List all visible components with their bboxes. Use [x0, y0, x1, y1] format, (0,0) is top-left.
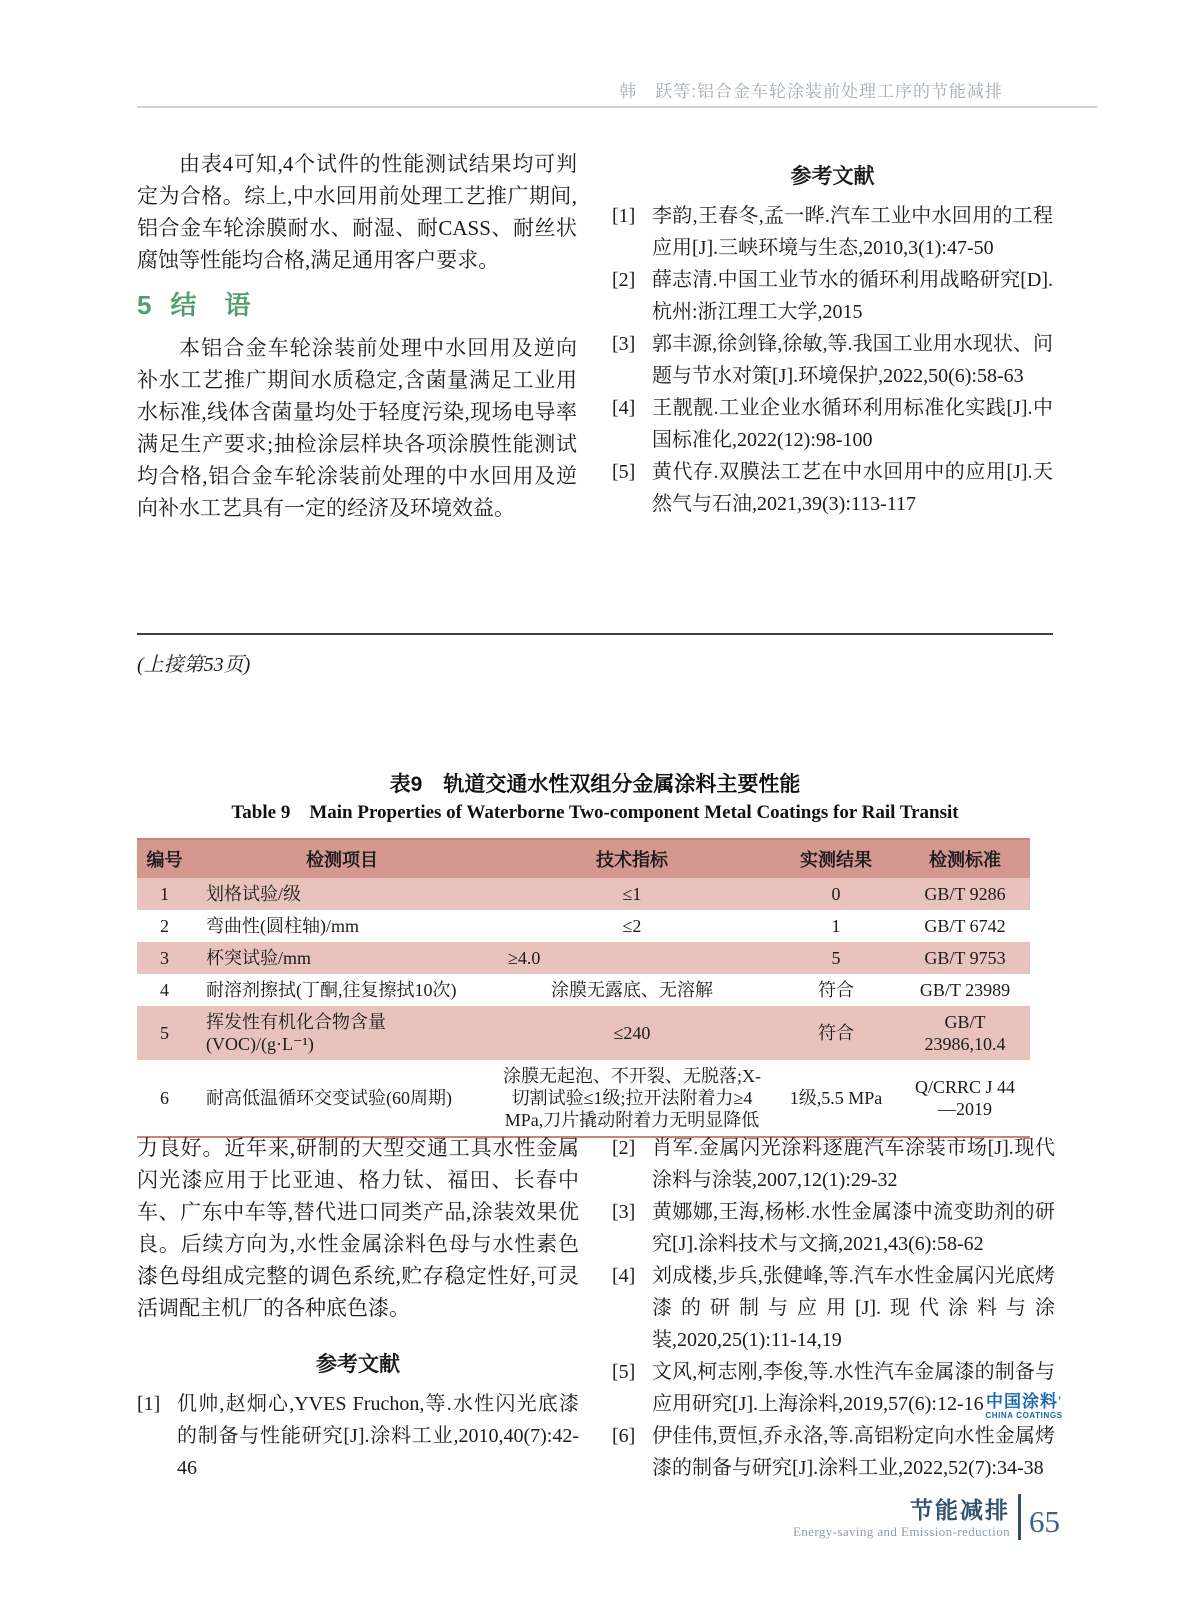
logo-zh-text: 中国涂料 ’: [982, 1392, 1066, 1411]
reference-item: [612, 392, 1053, 456]
section-heading: [137, 290, 577, 320]
reference-item: [612, 264, 1053, 328]
reference-number: [4]: [612, 397, 636, 419]
section-divider: [137, 633, 1053, 635]
table-header-cell: 技术指标: [492, 839, 772, 878]
reference-item: [612, 1260, 1055, 1356]
reference-text: 仉帅,赵炯心,YVES Fruchon,等.水性闪光底漆的制备与性能研究[J].涂料工业,2010,40(7):42-46: [177, 1393, 579, 1479]
cell-standard: GB/T 9753: [924, 948, 1006, 968]
cell-test-item: 杯突试验/mm: [206, 948, 312, 968]
references-heading: 参考文献: [790, 165, 875, 188]
table-title-zh: 表9 轨道交通水性双组分金属涂料主要性能: [389, 773, 801, 796]
page-number: 65: [1029, 1504, 1060, 1539]
properties-table: [137, 838, 1030, 1138]
cell-test-item: 弯曲性(圆柱轴)/mm: [206, 916, 359, 936]
paragraph: 由表4可知,4个试件的性能测试结果均可判定为合格。综上,中水回用前处理工艺推广期间,铝合金车轮涂膜耐水、耐湿、耐CASS、耐丝状腐蚀等性能均合格,满足通用客户要求。: [137, 152, 577, 272]
cell-spec: ≤2: [622, 916, 642, 936]
table-header-row: [137, 839, 1030, 878]
continuation-note: (上接第53页): [137, 654, 251, 676]
section-number: 5: [137, 290, 153, 320]
reference-number: [5]: [612, 461, 636, 483]
header-rule: [137, 106, 1097, 108]
footer-column-en: Energy-saving and Emission-reduction: [792, 1524, 1010, 1539]
cell-number: 2: [160, 916, 169, 936]
cell-standard: GB/T 23986,10.4: [924, 1012, 1006, 1054]
cell-result: 符合: [818, 980, 854, 1000]
table-row: [137, 910, 1030, 942]
cell-spec: 涂膜无起泡、不开裂、无脱落;X-切割试验≤1级;拉开法附着力≥4 MPa,刀片撬动附着力无明显降低: [492, 1060, 772, 1137]
reference-item: [612, 328, 1053, 392]
reference-number: [3]: [612, 1201, 636, 1223]
running-title: 韩 跃等:铝合金车轮涂装前处理工序的节能减排: [619, 82, 1003, 101]
table-header-cell: 实测结果: [772, 839, 900, 878]
references-list: [612, 200, 1053, 520]
table-row: [137, 1060, 1030, 1137]
cell-test-item: 划格试验/级: [206, 884, 302, 904]
reference-text: 薛志清.中国工业节水的循环利用战略研究[D].杭州:浙江理工大学,2015: [652, 269, 1053, 323]
reference-text: 郭丰源,徐剑锋,徐敏,等.我国工业用水现状、问题与节水对策[J].环境保护,2022,50(6):58-63: [652, 333, 1053, 387]
cell-result: 1: [831, 916, 841, 936]
paragraph: 本铝合金车轮涂装前处理中水回用及逆向补水工艺推广期间水质稳定,含菌量满足工业用水标准,线体含菌量均处于轻度污染,现场电导率满足生产要求;抽检涂层样块各项涂膜性能测试均合格,铝合金车轮涂装前处理的中水回用及逆向补水工艺具有一定的经济及环境效益。: [137, 336, 577, 520]
footer-column-zh: 节能减排: [910, 1497, 1010, 1523]
reference-number: [3]: [612, 333, 636, 355]
references-list: [612, 1132, 1055, 1484]
table-header-cell: 检测标准: [900, 839, 1030, 878]
reference-number: [6]: [612, 1425, 636, 1447]
reference-text: 刘成楼,步兵,张健峰,等.汽车水性金属闪光底烤漆的研制与应用[J].现代涂料与涂装,2020,25(1):11-14,19: [652, 1265, 1055, 1351]
reference-text: 文风,柯志刚,李俊,等.水性汽车金属漆的制备与应用研究[J].上海涂料,2019,57(6):12-16: [652, 1361, 1055, 1415]
bottom-right-column: [612, 1132, 1055, 1484]
reference-item: [612, 1196, 1055, 1260]
table-header: [137, 839, 1030, 878]
table-header-cell: 编号: [137, 839, 192, 878]
reference-item: [612, 1132, 1055, 1196]
cell-result: 5: [831, 948, 841, 968]
cell-standard: Q/CRRC J 44—2019: [900, 1060, 1030, 1137]
cell-spec: ≥4.0: [508, 948, 541, 968]
reference-text: 黄娜娜,王海,杨彬.水性金属漆中流变助剂的研究[J].涂料技术与文摘,2021,43(6):58-62: [652, 1201, 1055, 1255]
table-row: [137, 942, 1030, 974]
references-heading: 参考文献: [316, 1353, 400, 1376]
logo-en-text: CHINA COATINGS: [985, 1411, 1063, 1420]
footer-column-name: [793, 1497, 1018, 1540]
reference-number: [1]: [612, 205, 636, 227]
cell-number: 5: [160, 1023, 169, 1043]
cell-number: 6: [137, 1060, 192, 1137]
reference-text: 李韵,王春冬,孟一晔.汽车工业中水回用的工程应用[J].三峡环境与生态,2010,3(1):47-50: [652, 205, 1053, 259]
reference-number: [4]: [612, 1265, 636, 1287]
cell-spec: 涂膜无露底、无溶解: [551, 980, 713, 1000]
cell-standard: GB/T 9286: [924, 884, 1006, 904]
top-left-column: [137, 148, 577, 524]
reference-text: 伊佳伟,贾恒,乔永洛,等.高铝粉定向水性金属烤漆的制备与研究[J].涂料工业,2022,52(7):34-38: [652, 1425, 1055, 1479]
table-row: [137, 878, 1030, 910]
table-header-cell: 检测项目: [192, 839, 492, 878]
cell-result: 符合: [818, 1023, 854, 1043]
reference-item: [612, 456, 1053, 520]
cell-standard: GB/T 23989: [919, 980, 1011, 1000]
reference-item: [612, 200, 1053, 264]
china-coatings-logo: [982, 1392, 1066, 1421]
cell-standard: GB/T 6742: [924, 916, 1006, 936]
cell-number: 3: [160, 948, 169, 968]
paragraph: 力良好。近年来,研制的大型交通工具水性金属闪光漆应用于比亚迪、格力钛、福田、长春中车、广东中车等,替代进口同类产品,涂装效果优良。后续方向为,水性金属涂料色母与水性素色漆色母组成完整的调色系统,贮存稳定性好,可灵活调配主机厂的各种底色漆。: [137, 1136, 579, 1320]
table-title-en: Table 9 Main Properties of Waterborne Two-component Metal Coatings for Rail Transit: [231, 802, 959, 823]
cell-test-item: 耐溶剂擦拭(丁酮,往复擦拭10次): [206, 980, 457, 1000]
reference-item: [137, 1388, 579, 1484]
section-title: 结 语: [170, 290, 252, 320]
bottom-left-column: [137, 1132, 579, 1484]
table-row: [137, 974, 1030, 1006]
reference-text: 黄代存.双膜法工艺在中水回用中的应用[J].天然气与石油,2021,39(3):113-117: [652, 461, 1053, 515]
references-list: [137, 1388, 579, 1484]
cell-result: 1级,5.5 MPa: [772, 1060, 900, 1137]
table-row: [137, 1006, 1030, 1060]
cell-spec: ≤1: [622, 884, 642, 904]
reference-item: [612, 1420, 1055, 1484]
cell-number: 4: [160, 980, 169, 1000]
cell-test-item: 耐高低温循环交变试验(60周期): [192, 1060, 492, 1137]
page-footer: [793, 1494, 1060, 1540]
cell-spec: ≤240: [613, 1023, 651, 1043]
cell-test-item: 挥发性有机化合物含量(VOC)/(g·L⁻¹): [206, 1012, 386, 1054]
reference-number: [1]: [137, 1393, 161, 1415]
reference-number: [2]: [612, 1137, 636, 1159]
cell-number: 1: [160, 884, 169, 904]
reference-number: [2]: [612, 269, 636, 291]
top-right-column: [612, 160, 1053, 520]
reference-text: 肖军.金属闪光涂料逐鹿汽车涂装市场[J].现代涂料与涂装,2007,12(1):29-32: [652, 1137, 1055, 1191]
reference-text: 王靓靓.工业企业水循环利用标准化实践[J].中国标准化,2022(12):98-100: [652, 397, 1053, 451]
reference-number: [5]: [612, 1361, 636, 1383]
table-body: [137, 878, 1030, 1137]
cell-result: 0: [831, 884, 841, 904]
